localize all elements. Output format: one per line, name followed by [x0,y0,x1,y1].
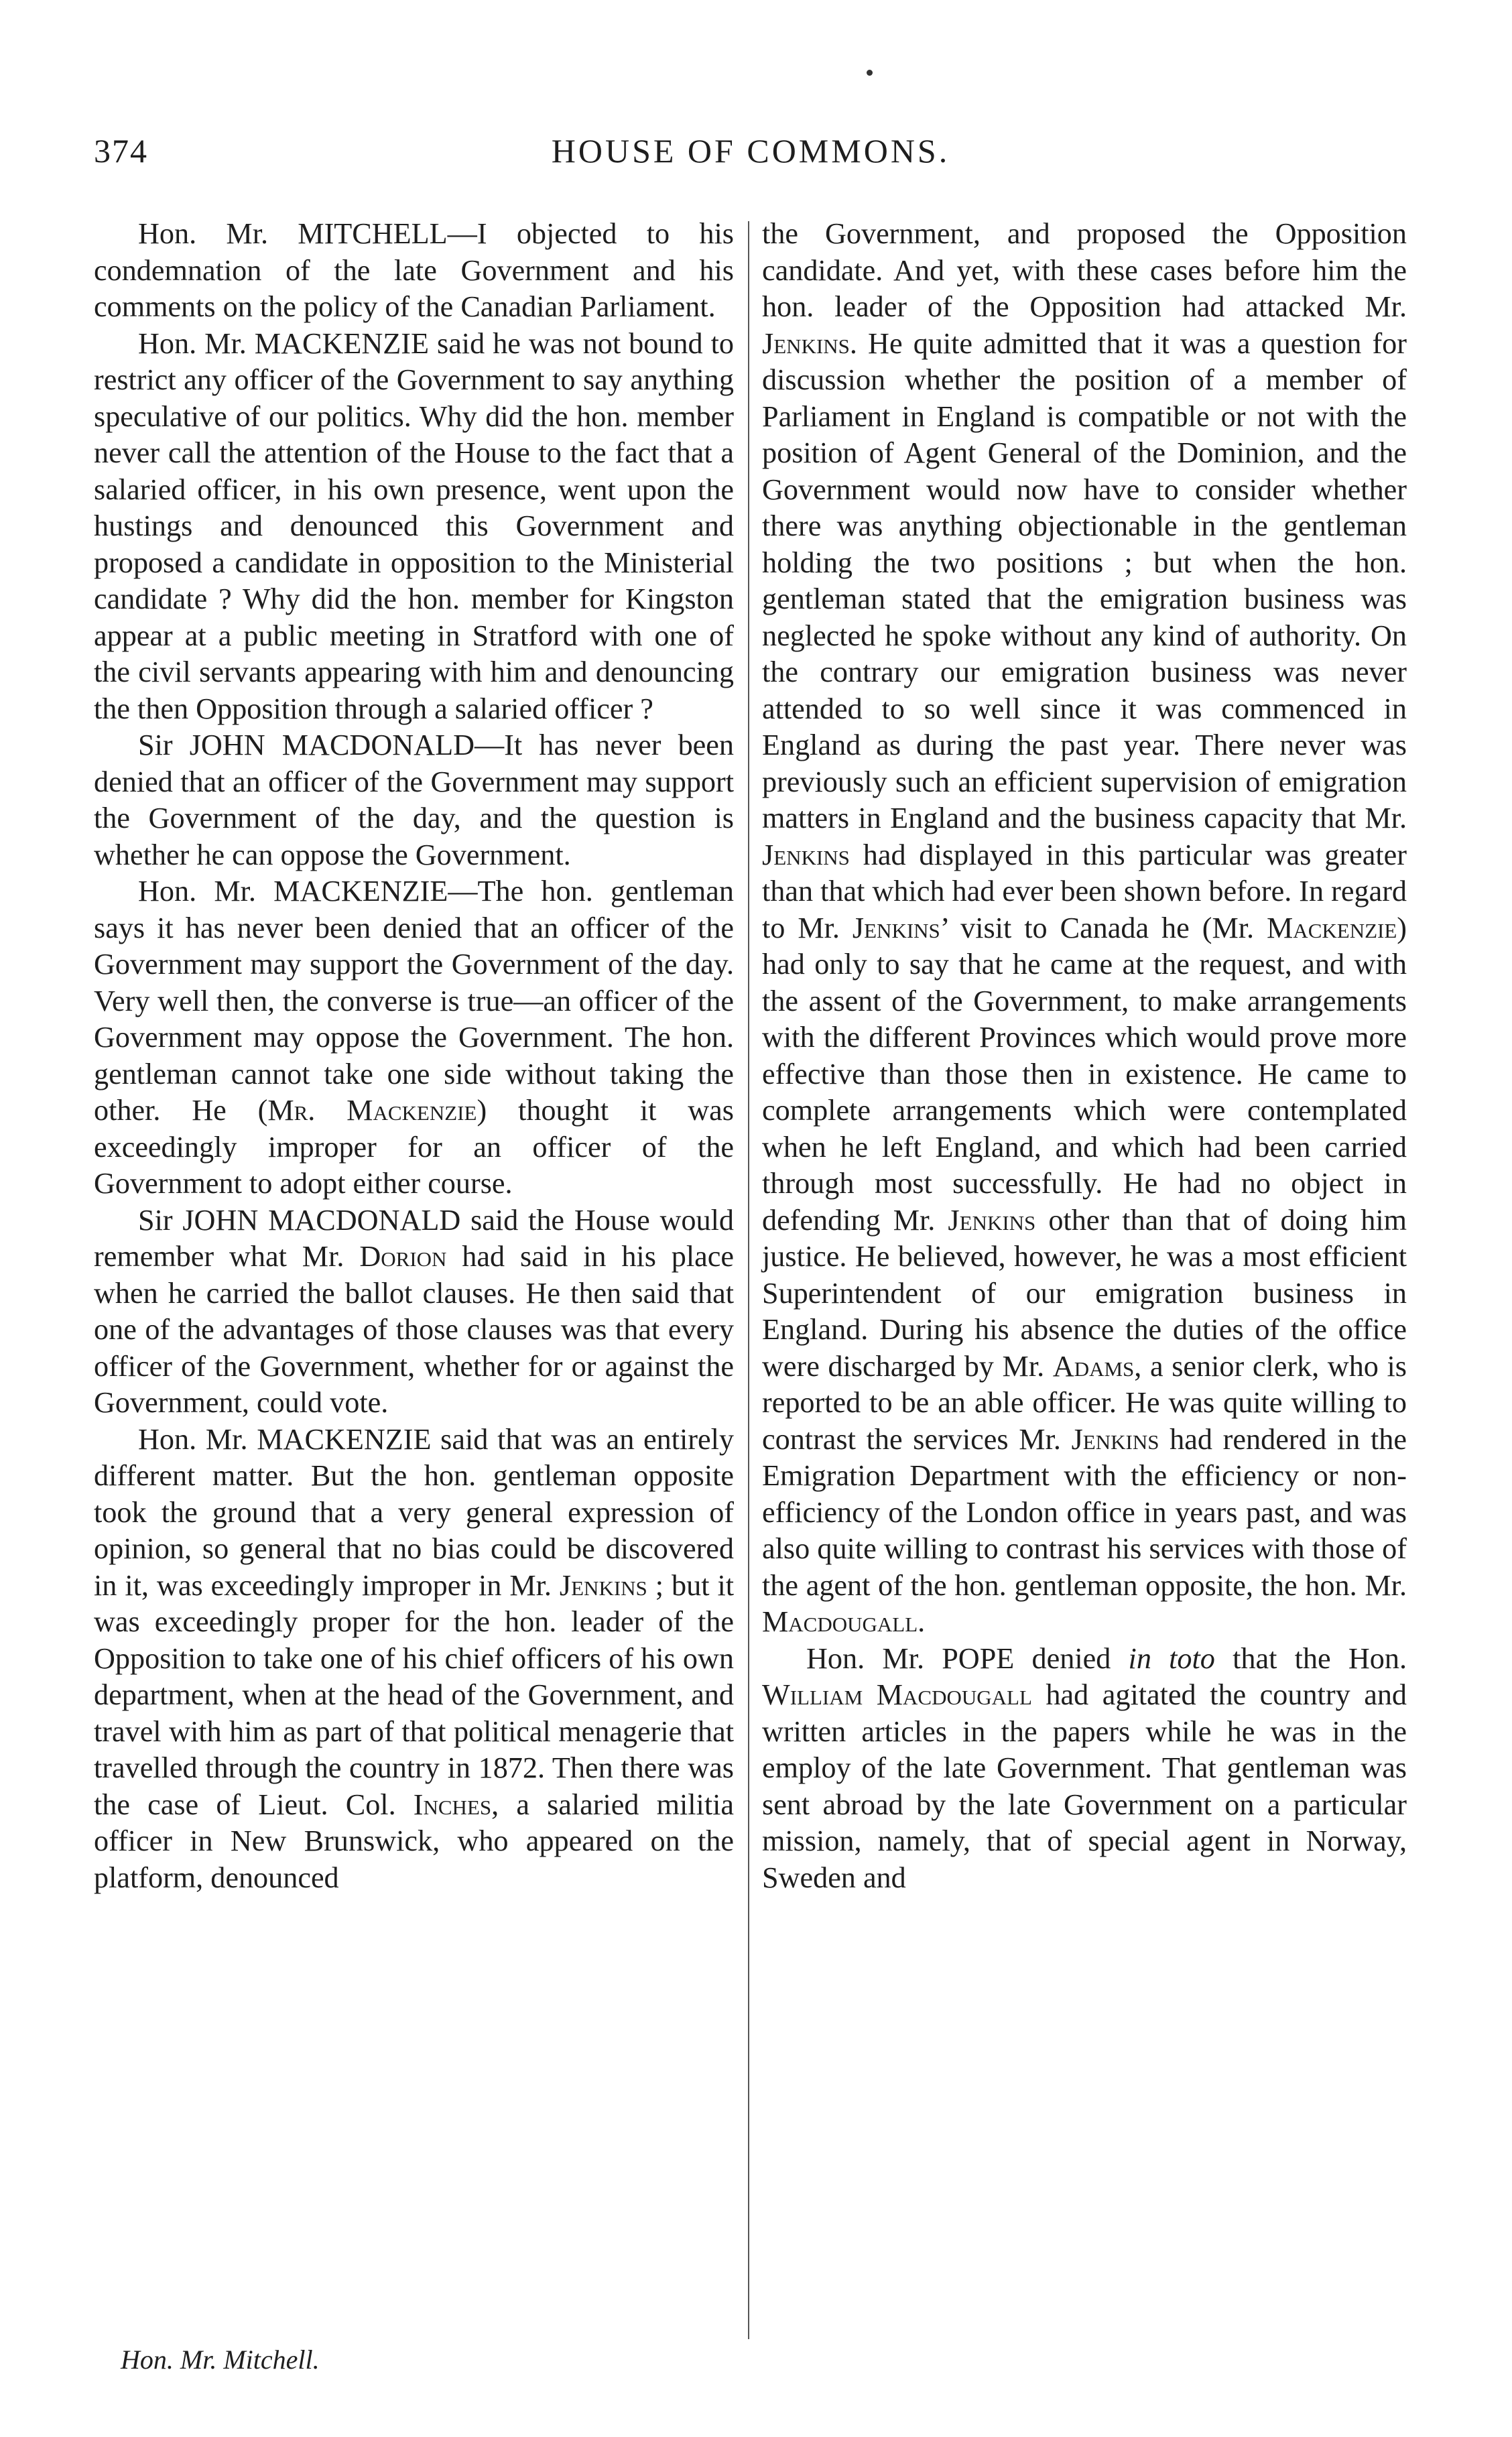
paragraph: the Government, and proposed the Opposition candidate. And yet, with these cases before him the hon. leader of the Opposition had attacked Mr. Jenkins. He quite admitted that it was a question for discussion whether the position of a member of Parliament in England is compatible or not with the position of Agent General of the Dominion, and the Government would now have to consider whether there was anything objectionable in the gentleman holding the two positions ; but when the hon. gentleman stated that the emigration business was neglected he spoke without any kind of authority. On the contrary our emigration business was never attended to so well since it was commenced in England as during the past year. There never was previously such an efficient supervision of emigration matters in England and the business capacity that Mr. Jenkins had displayed in this particular was greater than that which had ever been shown before. In regard to Mr. Jenkins’ visit to Canada he (Mr. Mackenzie) had only to say that he came at the request, and with the assent of the Government, to make arrangements with the different Provinces which would prove more effective than those then in existence. He came to complete arrangements which were contemplated when he left England, and which had been carried through most successfully. He had no object in defending Mr. Jenkins other than that of doing him justice. He believed, however, he was a most efficient Superintendent of our emigration business in England. During his absence the duties of the office were discharged by Mr. Adams, a senior clerk, who is reported to be an able officer. He was quite willing to contrast the services Mr. Jenkins had rendered in the Emigration Department with the efficiency or non-efficiency of the London office in years past, and was also quite willing to contrast his services with those of the agent of the hon. gentleman opposite, the hon. Mr. Macdougall. [762,217,1407,1638]
member-name: Mackenzie [1267,911,1397,944]
paragraph: Sir JOHN MACDONALD—It has never been denied that an officer of the Government may support the Government of the day, and the question is whether he can oppose the Government. [94,729,734,871]
speaker-name: Hon. Mr. MITCHELL [138,217,448,250]
right-column [762,216,1407,1896]
member-name: Jenkins [559,1568,647,1602]
paragraph: Hon. Mr. MACKENZIE said he was not bound to restrict any officer of the Government to say anything speculative of our politics. Why did the hon. member never call the attention of the House to the fact that a salaried officer, in his own presence, went upon the hustings and denounced this Government and proposed a candidate in opposition to the Ministerial candidate ? Why did the hon. member for Kingston appear at a public meeting in Stratford with one of the civil servants appearing with him and denouncing the then Opposition through a salaried officer ? [94,326,734,725]
speaker-name: Sir JOHN MACDONALD [138,729,475,761]
member-name: Jenkins [762,838,850,871]
member-name: William Macdougall [762,1678,1032,1711]
member-name: Adams [1052,1349,1135,1383]
running-head: HOUSE OF COMMONS. [551,132,950,170]
member-name: Macdougall [762,1605,918,1638]
speaker-name: Hon. Mr. POPE [806,1641,1015,1675]
speaker-name: Sir JOHN MACDONALD [138,1203,461,1237]
catchword: Hon. Mr. Mitchell. [121,2345,320,2375]
column-divider [748,221,749,2339]
member-name: Dorion [359,1240,447,1273]
print-speck [867,70,873,76]
speaker-name: Hon. Mr. MACKENZIE [138,875,448,908]
member-name: Jenkins [762,326,850,360]
member-name: Inches [413,1788,492,1821]
page-number: 374 [94,132,148,170]
member-name: Jenkins [852,911,940,944]
paragraph: Hon. Mr. POPE denied in toto that the Hon. William Macdougall had agitated the country and written articles in the papers while he was in the employ of the late Government. That gentleman was sent abroad by the late Government on a particular mission, namely, that of special agent in Norway, Sweden and [762,1641,1407,1894]
italic-phrase: in toto [1128,1641,1215,1675]
member-name: Mr. Mackenzie [267,1094,477,1127]
paragraph: Hon. Mr. MACKENZIE—The hon. gentleman says it has never been denied that an officer of the Government may support the Government of the day. Very well then, the converse is true—an officer of the Government may oppose the Government. The hon. gentleman cannot take one side without taking the other. He (Mr. Mackenzie) thought it was exceedingly improper for an officer of the Government to adopt either course. [94,875,734,1200]
paragraph: Hon. Mr. MITCHELL—I objected to his condemnation of the late Government and his comments on the policy of the Canadian Parliament. [94,217,734,323]
member-name: Jenkins [1071,1422,1159,1456]
member-name: Jenkins [948,1203,1036,1237]
speaker-name: Hon. Mr. MACKENZIE [138,326,429,360]
paragraph: Sir JOHN MACDONALD said the House would remember what Mr. Dorion had said in his place when he carried the ballot clauses. He then said that one of the advantages of those clauses was that every officer of the Government, whether for or against the Government, could vote. [94,1203,735,1419]
speaker-name: Hon. Mr. MACKENZIE [138,1422,432,1456]
paragraph: Hon. Mr. MACKENZIE said that was an entirely different matter. But the hon. gentleman opposite took the ground that a very general expression of opinion, so general that no bias could be discovered in it, was exceedingly improper in Mr. Jenkins ; but it was exceedingly proper for the hon. leader of the Opposition to take one of his chief officers of his own department, when at the head of the Government, and travel with him as part of that political menagerie that travelled through the country in 1872. Then there was the case of Lieut. Col. Inches, a salaried militia officer in New Brunswick, who appeared on the platform, denounced [94,1422,735,1894]
left-column [94,216,734,1896]
page-header [94,131,1407,185]
